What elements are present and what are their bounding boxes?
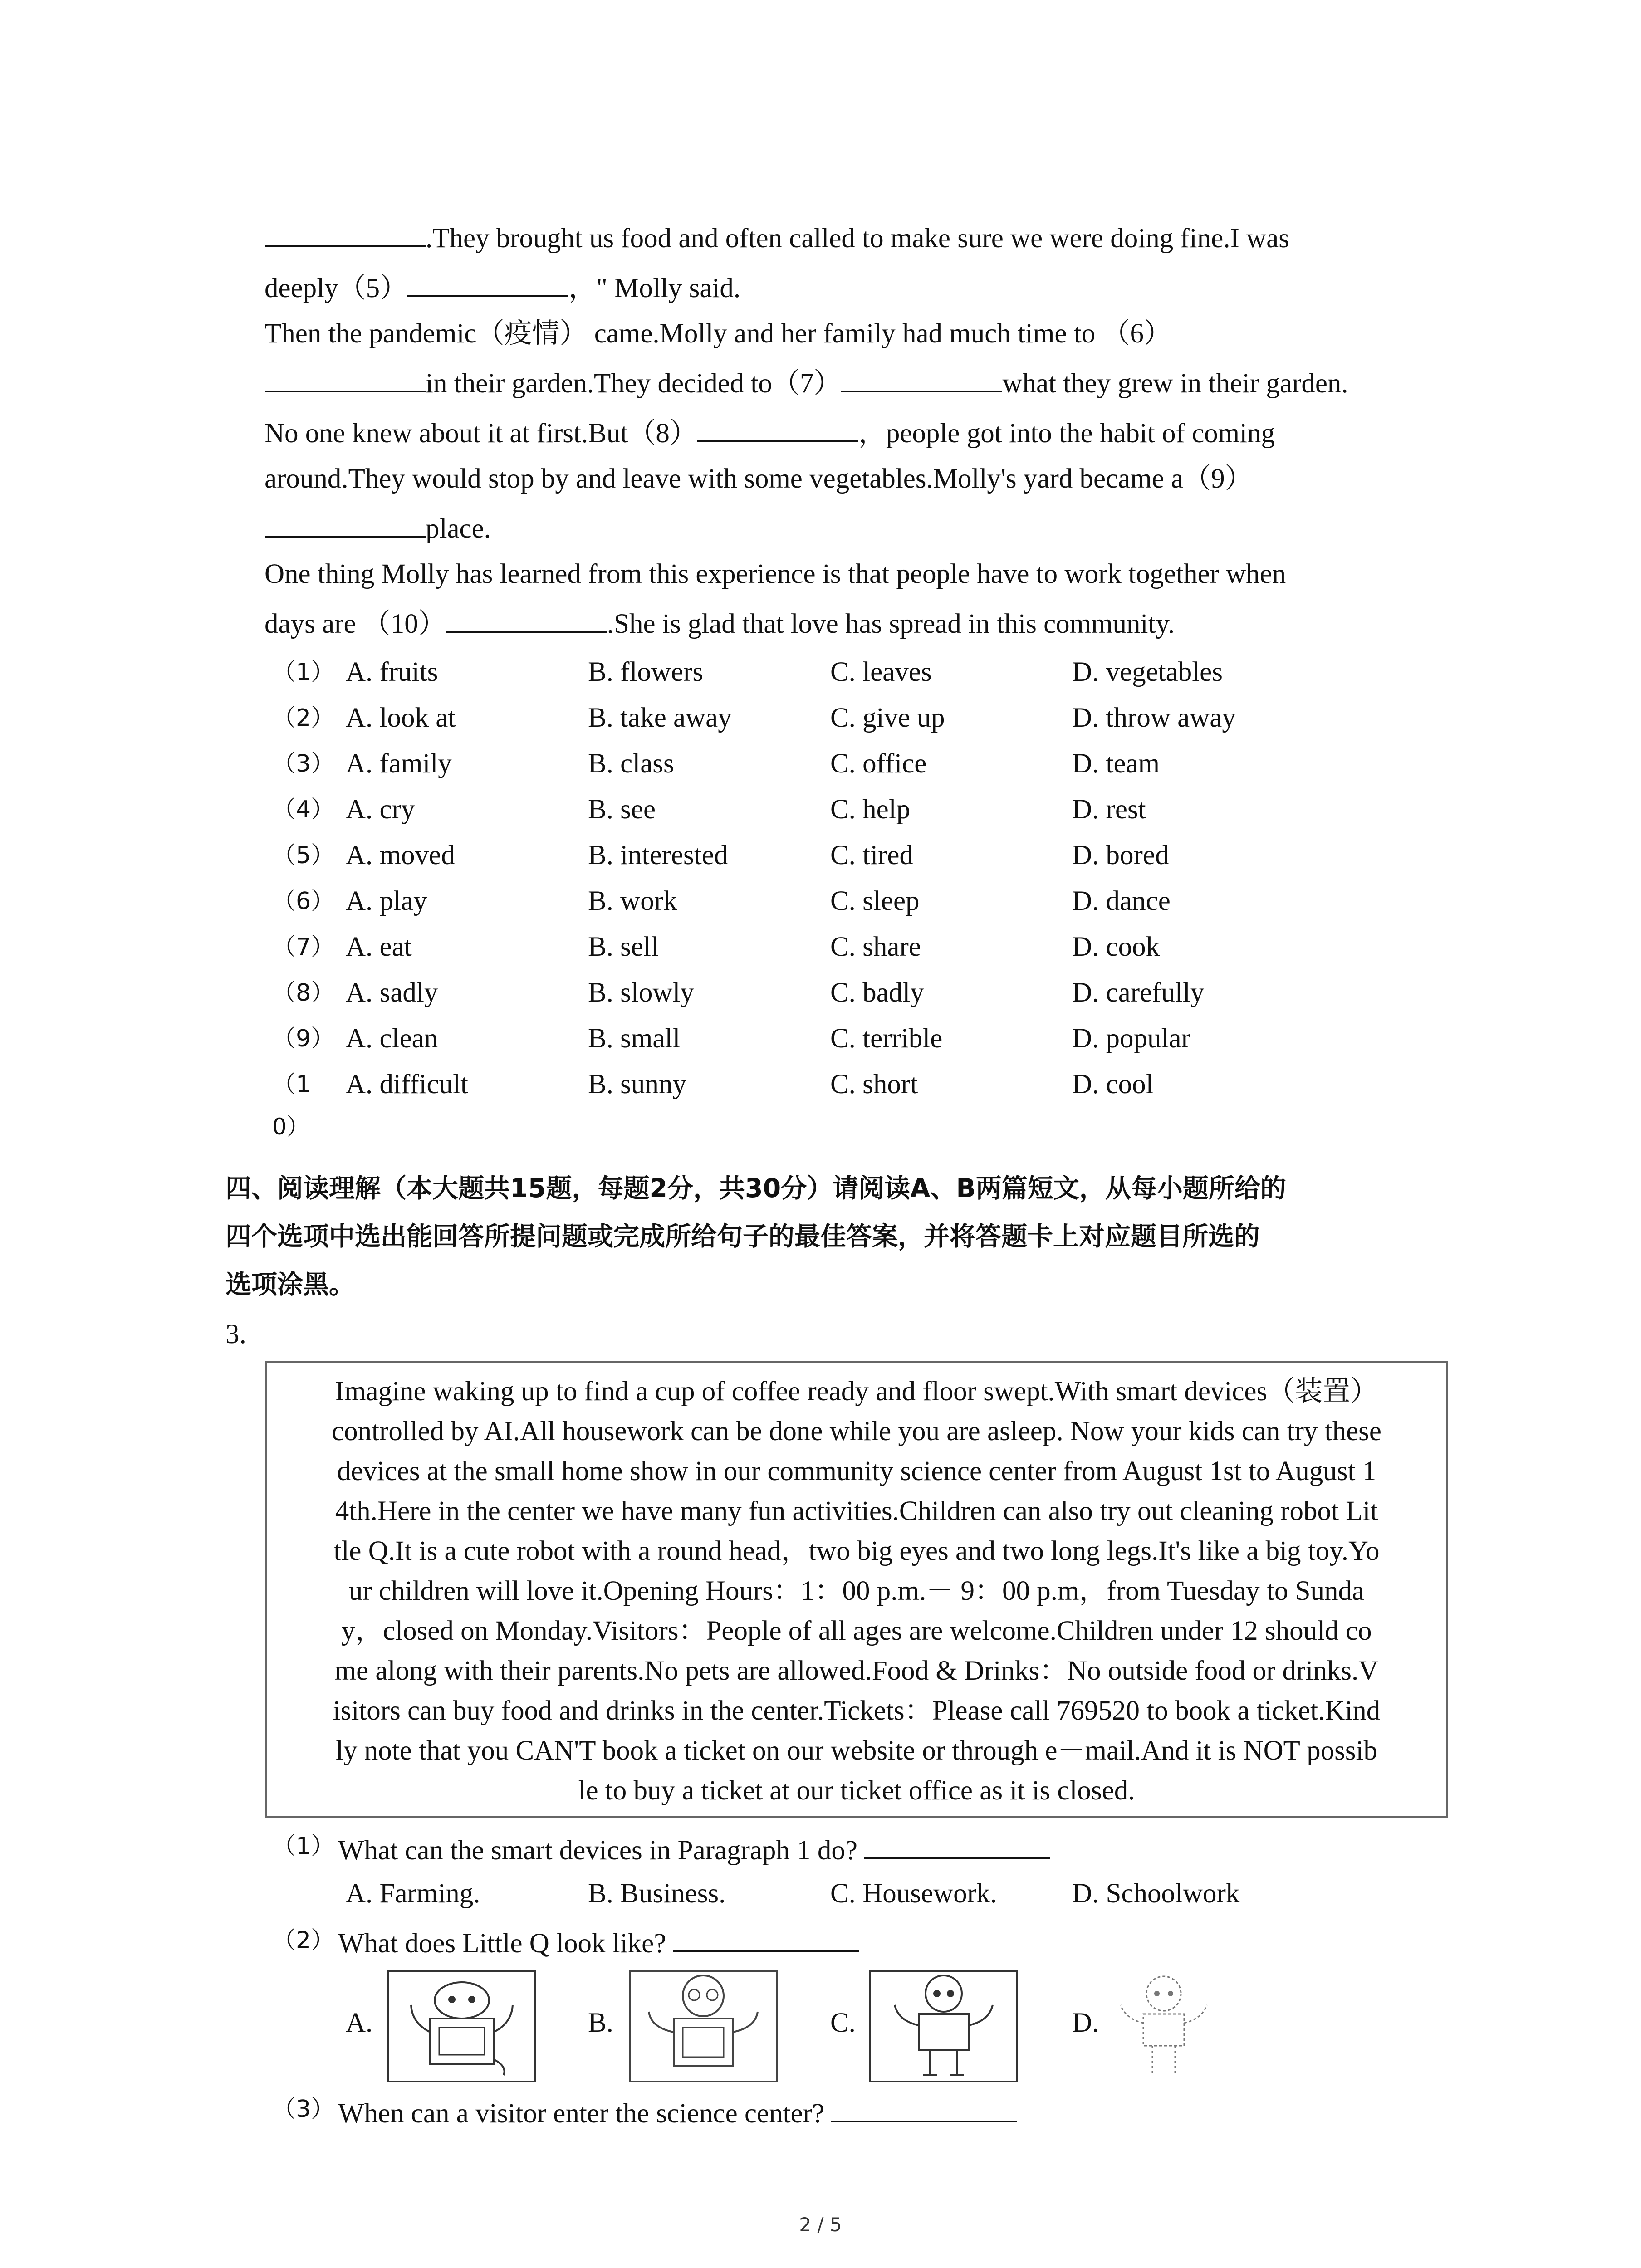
robot-picture-c[interactable] xyxy=(867,1969,1021,2084)
reading-passage-line: ly note that you CAN'T book a ticket on our website or through e－mail.And it is NOT possib xyxy=(336,1735,1377,1766)
answer-blank-10[interactable] xyxy=(446,604,607,633)
answer-blank-9[interactable] xyxy=(265,508,426,538)
cloze-question-number: （7） xyxy=(272,934,335,961)
cloze-option-d[interactable]: D. rest xyxy=(1072,794,1146,825)
cloze-option-b[interactable]: B. slowly xyxy=(588,978,694,1008)
cloze-option-d[interactable]: D. dance xyxy=(1072,886,1171,916)
page-number: 2 / 5 xyxy=(799,2214,842,2236)
cloze-option-c[interactable]: C. tired xyxy=(830,840,913,870)
passage-line-6: around.They would stop by and leave with some vegetables.Molly's yard became a（9） xyxy=(265,464,1253,494)
cloze-question-number: （2） xyxy=(272,704,335,732)
cloze-option-c[interactable]: C. share xyxy=(830,932,921,962)
cloze-option-b[interactable]: B. flowers xyxy=(588,657,704,687)
q2-number: （2） xyxy=(272,1927,335,1954)
passage-line-9: days are （10） .She is glad that love has spread in this community. xyxy=(265,601,1175,647)
q2-answer-blank[interactable] xyxy=(673,1923,859,1952)
cloze-option-d[interactable]: D. team xyxy=(1072,748,1160,779)
passage-line-2: deeply（5） ，" Molly said. xyxy=(265,266,740,311)
cloze-question-number: （1 xyxy=(272,1071,311,1098)
cloze-option-a[interactable]: A. clean xyxy=(346,1023,438,1054)
reading-passage-line: Imagine waking up to find a cup of coffee ready and floor swept.With smart devices（装置） xyxy=(335,1376,1378,1407)
reading-passage-line: le to buy a ticket at our ticket office as it is closed. xyxy=(578,1775,1135,1806)
q3-number: （3） xyxy=(272,2096,335,2123)
answer-blank-8[interactable] xyxy=(697,413,858,442)
robot-picture-b[interactable] xyxy=(626,1969,780,2084)
q2-option-b[interactable]: B. xyxy=(588,2008,613,2038)
q2-stem: What does Little Q look like? xyxy=(338,1921,859,1966)
q1-stem: What can the smart devices in Paragraph 1 do? xyxy=(338,1828,1050,1873)
cloze-option-a[interactable]: A. fruits xyxy=(346,657,438,687)
cloze-option-b[interactable]: B. sell xyxy=(588,932,659,962)
cloze-question-number: （4） xyxy=(272,796,335,823)
answer-blank-7[interactable] xyxy=(841,363,1002,392)
cloze-option-d[interactable]: D. bored xyxy=(1072,840,1169,870)
cloze-option-a[interactable]: A. cry xyxy=(346,794,415,825)
cloze-question-number: （8） xyxy=(272,979,335,1007)
cloze-option-a[interactable]: A. sadly xyxy=(346,978,438,1008)
q2-option-a[interactable]: A. xyxy=(346,2008,373,2038)
cloze-option-d[interactable]: D. popular xyxy=(1072,1023,1190,1054)
section-title-line-1: 四、阅读理解（本大题共15题，每题2分，共30分）请阅读A、B两篇短文，从每小题所给的 xyxy=(225,1173,1286,1203)
cloze-option-a[interactable]: A. eat xyxy=(346,932,412,962)
cloze-option-d[interactable]: D. throw away xyxy=(1072,703,1236,733)
cloze-option-a[interactable]: A. family xyxy=(346,748,452,779)
q1-number: （1） xyxy=(272,1833,335,1860)
passage-line-1: .They brought us food and often called to make sure we were doing fine.I was xyxy=(265,216,1289,261)
cloze-option-b[interactable]: B. see xyxy=(588,794,656,825)
question-number-tail: 0） xyxy=(272,1114,309,1140)
q3-answer-blank[interactable] xyxy=(831,2093,1017,2122)
passage-line-7: place. xyxy=(265,506,491,552)
cloze-question-number: （6） xyxy=(272,888,335,915)
robot-picture-a[interactable] xyxy=(385,1969,539,2084)
cloze-option-c[interactable]: C. badly xyxy=(830,978,924,1008)
reading-passage-line: isitors can buy food and drinks in the center.Tickets：Please call 769520 to book a ticket.Kind xyxy=(333,1696,1381,1726)
cloze-option-b[interactable]: B. class xyxy=(588,748,674,779)
passage-line-5: No one knew about it at first.But（8） ，people got into the habit of coming xyxy=(265,411,1275,456)
cloze-option-d[interactable]: D. cool xyxy=(1072,1069,1154,1100)
q1-option-a[interactable]: A. Farming. xyxy=(346,1878,480,1909)
cloze-option-b[interactable]: B. work xyxy=(588,886,677,916)
cloze-option-c[interactable]: C. sleep xyxy=(830,886,920,916)
q1-option-b[interactable]: B. Business. xyxy=(588,1878,726,1909)
cloze-option-b[interactable]: B. take away xyxy=(588,703,732,733)
q3-stem: When can a visitor enter the science center? xyxy=(338,2091,1017,2136)
robot-picture-d[interactable] xyxy=(1107,1969,1220,2084)
cloze-option-a[interactable]: A. moved xyxy=(346,840,455,870)
passage-line-4: in their garden.They decided to（7） what they grew in their garden. xyxy=(265,361,1348,406)
reading-passage-line: y，closed on Monday.Visitors：People of all ages are welcome.Children under 12 should co xyxy=(341,1616,1372,1646)
passage-line-8: One thing Molly has learned from this experience is that people have to work together when xyxy=(265,559,1286,589)
cloze-option-c[interactable]: C. give up xyxy=(830,703,945,733)
cloze-option-a[interactable]: A. look at xyxy=(346,703,456,733)
answer-blank-5[interactable] xyxy=(407,268,568,297)
reading-passage-line: 4th.Here in the center we have many fun activities.Children can also try out cleaning robot Lit xyxy=(335,1496,1378,1526)
q1-option-c[interactable]: C. Housework. xyxy=(830,1878,997,1909)
cloze-option-a[interactable]: A. play xyxy=(346,886,427,916)
cloze-option-b[interactable]: B. interested xyxy=(588,840,728,870)
cloze-question-number: （3） xyxy=(272,750,335,777)
cloze-option-c[interactable]: C. help xyxy=(830,794,911,825)
question-number: 3. xyxy=(225,1319,246,1349)
cloze-option-d[interactable]: D. carefully xyxy=(1072,978,1205,1008)
cloze-question-number: （9） xyxy=(272,1025,335,1052)
answer-blank-6[interactable] xyxy=(265,363,426,392)
q1-answer-blank[interactable] xyxy=(864,1830,1050,1859)
cloze-option-b[interactable]: B. small xyxy=(588,1023,681,1054)
cloze-option-c[interactable]: C. short xyxy=(830,1069,918,1100)
answer-blank[interactable] xyxy=(265,218,426,247)
reading-passage-line: controlled by AI.All housework can be done while you are asleep. Now your kids can try these xyxy=(332,1416,1381,1447)
q1-option-d[interactable]: D. Schoolwork xyxy=(1072,1878,1240,1909)
reading-passage-line: devices at the small home show in our community science center from August 1st to August 1 xyxy=(337,1456,1376,1486)
section-title-line-3: 选项涂黑。 xyxy=(225,1270,355,1300)
passage-line-3: Then the pandemic（疫情） came.Molly and her family had much time to （6） xyxy=(265,318,1171,349)
section-title-line-2: 四个选项中选出能回答所提问题或完成所给句子的最佳答案，并将答题卡上对应题目所选的 xyxy=(225,1222,1260,1251)
reading-passage-line: me along with their parents.No pets are allowed.Food & Drinks：No outside food or drinks.V xyxy=(334,1656,1379,1686)
cloze-option-c[interactable]: C. office xyxy=(830,748,927,779)
cloze-option-a[interactable]: A. difficult xyxy=(346,1069,468,1100)
cloze-option-c[interactable]: C. leaves xyxy=(830,657,932,687)
cloze-question-number: （1） xyxy=(272,659,335,686)
reading-passage-box xyxy=(265,1361,1448,1818)
cloze-option-d[interactable]: D. cook xyxy=(1072,932,1160,962)
cloze-option-b[interactable]: B. sunny xyxy=(588,1069,686,1100)
cloze-option-c[interactable]: C. terrible xyxy=(830,1023,943,1054)
reading-passage-line: ur children will love it.Opening Hours：1：00 p.m.－ 9：00 p.m，from Tuesday to Sunda xyxy=(348,1576,1365,1606)
cloze-question-number: （5） xyxy=(272,842,335,869)
cloze-option-d[interactable]: D. vegetables xyxy=(1072,657,1223,687)
q2-option-d[interactable]: D. xyxy=(1072,2008,1099,2038)
reading-passage-line: tle Q.It is a cute robot with a round head，two big eyes and two long legs.It's like a big toy.Yo xyxy=(333,1536,1380,1566)
q2-option-c[interactable]: C. xyxy=(830,2008,856,2038)
